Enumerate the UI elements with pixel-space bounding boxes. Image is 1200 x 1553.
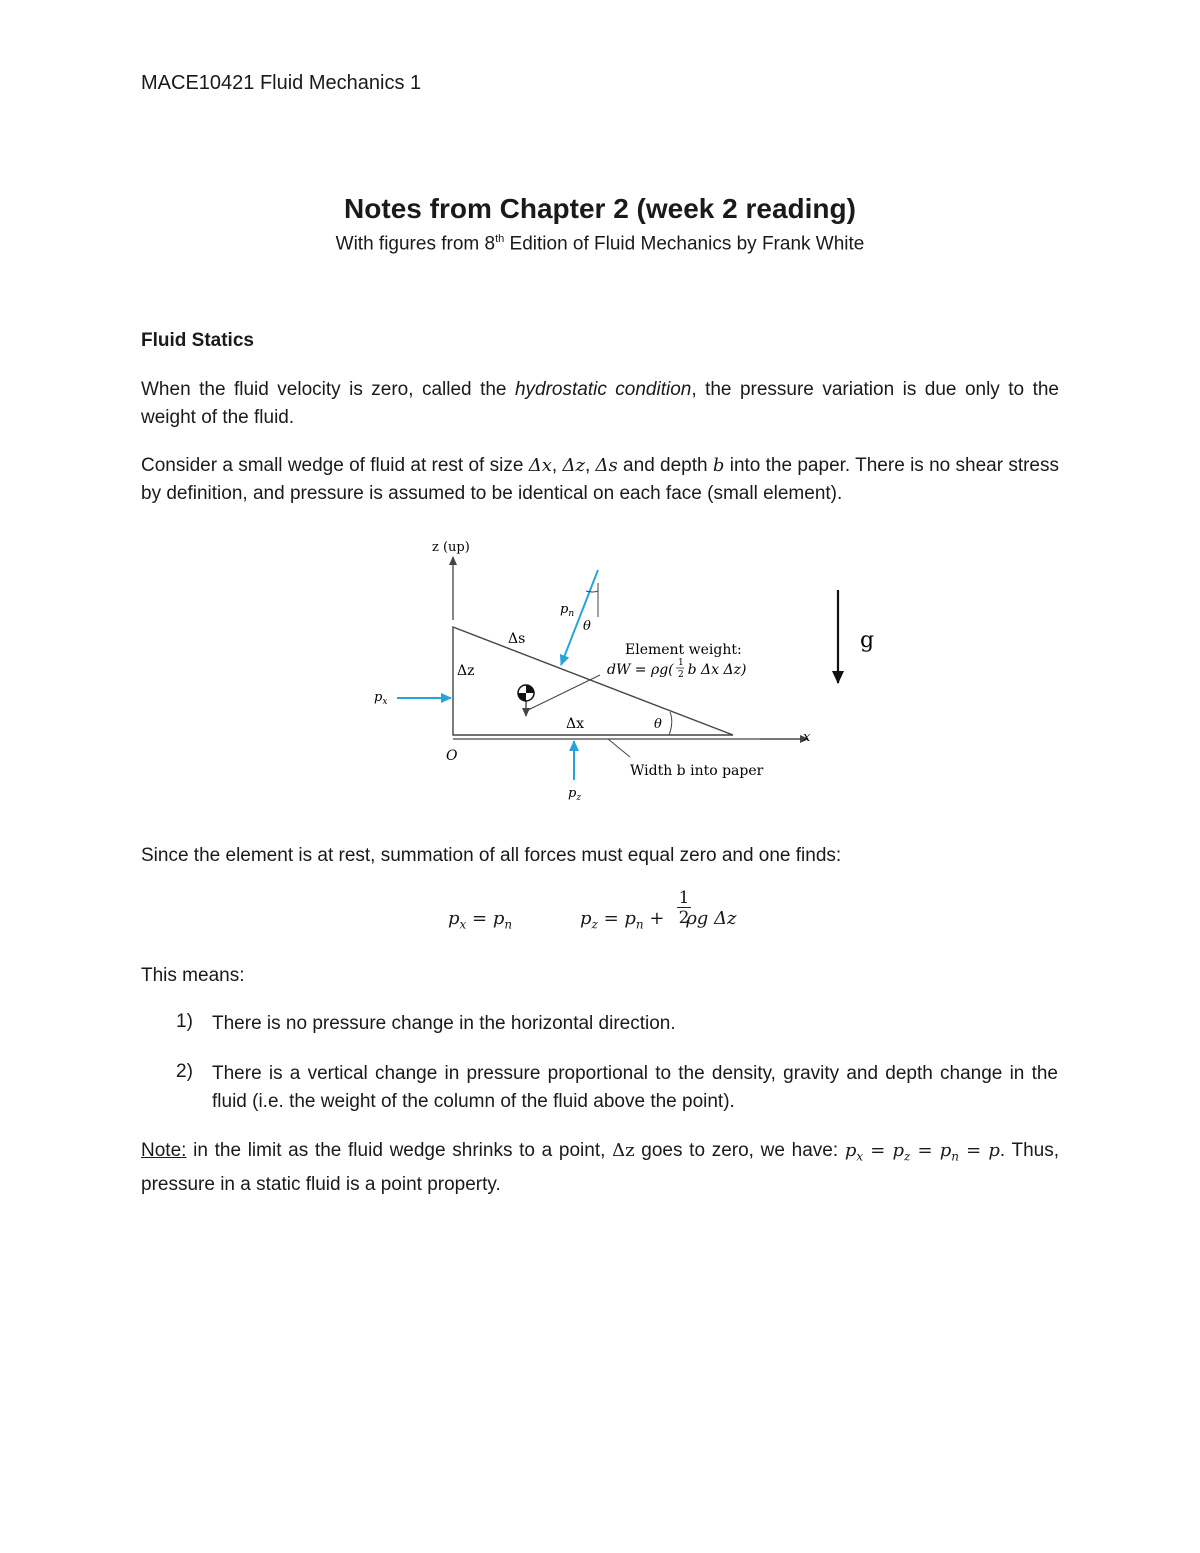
centroid-icon: [518, 685, 534, 701]
list-item: There is no pressure change in the horizontal direction.: [212, 1013, 676, 1034]
weight-leader: [526, 675, 600, 711]
theta-arc-bottom: [669, 712, 672, 735]
paragraph-wedge: Consider a small wedge of fluid at rest of size Δx, Δz, Δs and depth b into the paper. There is no shear stress by definition, and pressure is assumed to be identical on each face (small element).: [141, 455, 1060, 504]
list-item-number: 2): [176, 1061, 193, 1082]
gravity-label: g: [860, 628, 875, 653]
fraction-half: $\frac{1}{2}$: [678, 888, 690, 928]
x-axis-label: x: [803, 730, 811, 745]
theta-top-label: θ: [583, 619, 591, 634]
equation-px-pn: $p_x = p_n$: [448, 908, 513, 932]
width-label: Width b into paper: [630, 763, 764, 779]
width-leader: [608, 739, 630, 757]
paragraph-hydrostatic: When the fluid velocity is zero, called the hydrostatic condition, the pressure variation is due only to the weight of the fluid.: [141, 379, 1059, 428]
section-heading: Fluid Statics: [141, 330, 254, 351]
list-item-number: 1): [176, 1011, 193, 1032]
wedge-diagram: [360, 535, 880, 810]
paragraph-forces: Since the element is at rest, summation of all forces must equal zero and one finds:: [141, 845, 842, 866]
equation-pz: $p_z = p_n + \rho g$ Δz: [580, 908, 737, 932]
note-paragraph: Note: in the limit as the fluid wedge shrinks to a point, Δz goes to zero, we have: $p_x = p_z = p_n = p$. Thus, pressure in a static fluid is a point property.: [141, 1140, 1060, 1195]
page-title: Notes from Chapter 2 (week 2 reading): [344, 193, 856, 224]
weight-title: Element weight:: [625, 642, 742, 658]
pn-label: $p_n$: [560, 602, 575, 619]
weight-equation: dW = ρg( b Δx Δz): [607, 662, 747, 678]
paragraph-this-means: This means:: [141, 965, 245, 986]
list-item: There is a vertical change in pressure proportional to the density, gravity and depth change in the fluid (i.e. the weight of the column of the fluid above the point).: [212, 1063, 1058, 1112]
pn-arrow: [561, 570, 598, 665]
px-label: $p_x$: [374, 690, 388, 707]
dz-label: Δz: [457, 663, 475, 679]
page-subtitle: With figures from 8th Edition of Fluid Mechanics by Frank White: [335, 233, 865, 255]
z-axis-label: z (up): [432, 540, 470, 555]
weight-half-num: 1: [678, 658, 684, 668]
pz-label: $p_z$: [568, 786, 582, 803]
dx-label: Δx: [566, 716, 585, 732]
ds-label: Δs: [508, 631, 526, 647]
origin-label: O: [446, 748, 458, 764]
theta-bottom-label: θ: [654, 717, 662, 732]
weight-half-den: 2: [678, 670, 684, 680]
course-header: MACE10421 Fluid Mechanics 1: [141, 72, 422, 94]
theta-arc-top: [586, 591, 598, 592]
note-label: Note:: [141, 1140, 187, 1161]
